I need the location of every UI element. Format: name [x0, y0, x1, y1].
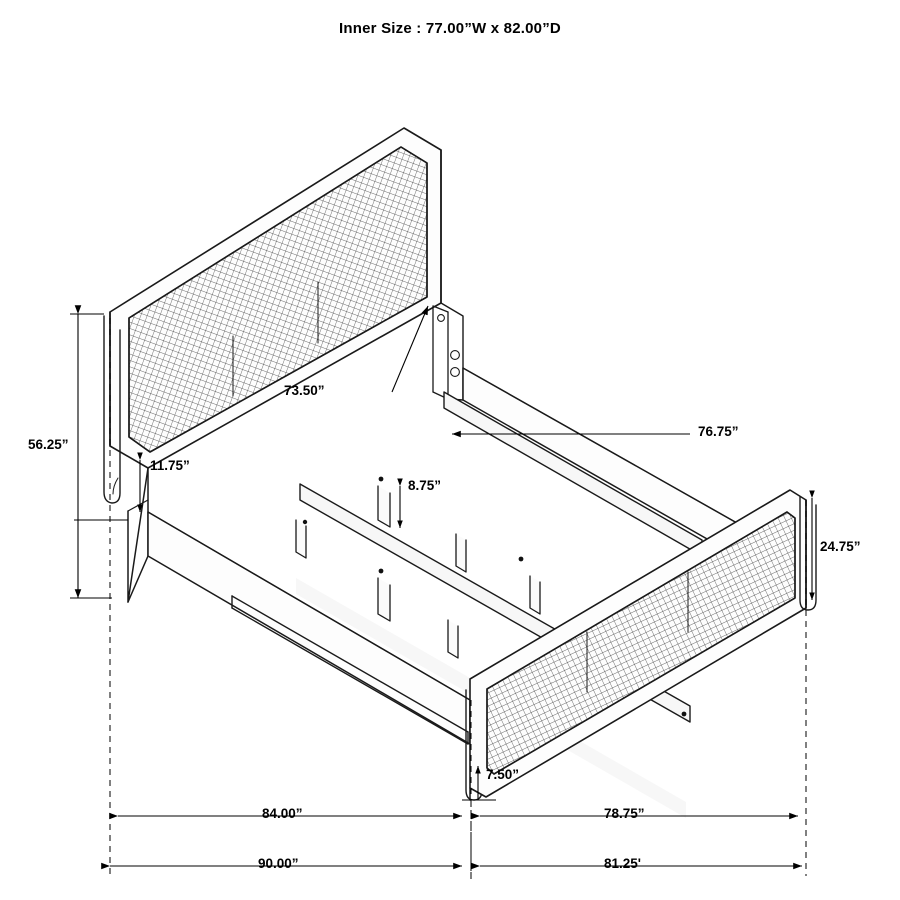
dim-overall-width: 81.25': [604, 856, 641, 871]
dim-headboard-height: 56.25”: [28, 437, 69, 452]
dim-inner-length: 76.75”: [698, 424, 739, 439]
dim-headboard-width: 73.50”: [284, 383, 325, 398]
dim-footboard-run: 78.75”: [604, 806, 645, 821]
dim-overall-depth: 90.00”: [258, 856, 299, 871]
page-title: Inner Size : 77.00”W x 82.00”D: [339, 20, 561, 37]
dim-slat-height: 8.75”: [408, 478, 442, 493]
dim-deck-clearance: 11.75”: [150, 458, 190, 473]
dim-footboard-clearance: 7.50”: [486, 767, 520, 782]
dim-footboard-height: 24.75”: [820, 539, 861, 554]
dim-side-rail-run: 84.00”: [262, 806, 303, 821]
